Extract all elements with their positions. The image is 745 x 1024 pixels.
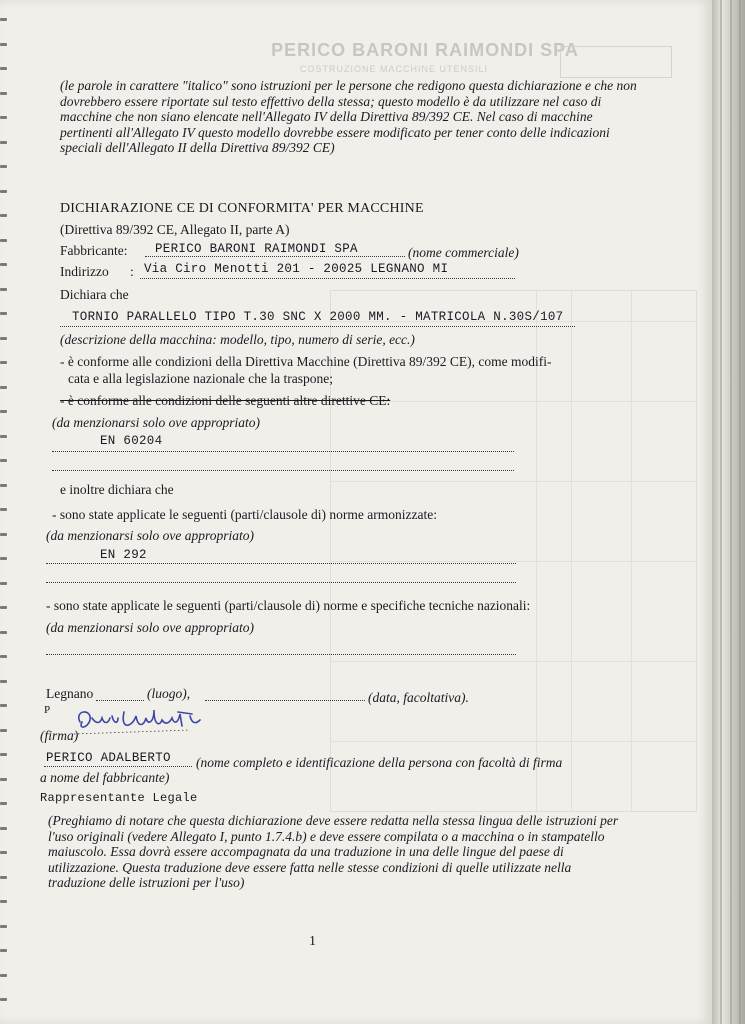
binder-hole-icon: [0, 263, 7, 266]
signatory-hint-2: a nome del fabbricante): [40, 770, 170, 785]
binder-hole-icon: [0, 288, 7, 291]
binder-hole-icon: [0, 459, 7, 462]
signature-prefix: P: [44, 704, 51, 716]
binder-hole-icon: [0, 606, 7, 609]
declaration-title: DICHIARAZIONE CE DI CONFORMITA' PER MACCHINE: [60, 201, 424, 216]
signature-label: (firma): [40, 728, 79, 743]
manufacturer-hint: (nome commerciale): [408, 245, 519, 260]
binder-hole-icon: [0, 165, 7, 168]
harmonized-line: - sono state applicate le seguenti (parti/clausole di) norme armonizzate:: [52, 507, 437, 522]
role-value: Rappresentante Legale: [40, 791, 198, 805]
signatory-line: [44, 766, 192, 767]
binder-hole-icon: [0, 43, 7, 46]
address-label: Indirizzo: [60, 264, 109, 279]
binder-hole-icon: [0, 851, 7, 854]
binder-hole-icon: [0, 802, 7, 805]
signatory-value: PERICO ADALBERTO: [46, 751, 171, 765]
harmonized-value: EN 292: [100, 548, 147, 562]
harmonized-line-2: [46, 582, 516, 583]
binder-hole-icon: [0, 239, 7, 242]
footnote: (Preghiamo di notare che questa dichiarazione deve essere redatta nella stessa lingua delle istruzioni per l'uso originali (vedere Allegato I, punto 1.7.4.b) e deve essere compilata o a macchina o in stampatello maiuscolo. Essa dovrà essere accompagnata da una traduzione in una delle lingue del paese di utilizzazione. Questa traduzione deve essere fatta nelle stesse condizioni di quelle utilizzate nella traduzione delle istruzioni per l'uso): [48, 813, 619, 890]
signature-mark: [70, 700, 220, 740]
binder-hole-icon: [0, 312, 7, 315]
other-directives-struck: - è conforme alle condizioni delle seguenti altre direttive CE:: [60, 393, 391, 408]
address-colon: :: [130, 264, 134, 279]
manufacturer-label: Fabbricante:: [60, 243, 128, 258]
manufacturer-line: [145, 256, 405, 257]
also-declares: e inoltre dichiara che: [60, 482, 174, 497]
directive-line-1: [52, 451, 514, 452]
background-ghost-company: PERICO BARONI RAIMONDI SPA: [271, 40, 579, 60]
signatory-hint-1: (nome completo e identificazione della persona con facoltà di firma: [196, 755, 563, 770]
binder-hole-icon: [0, 900, 7, 903]
binder-hole-icon: [0, 680, 7, 683]
binder-hole-icon: [0, 557, 7, 560]
national-line: - sono state applicate le seguenti (parti/clausole di) norme e specifiche tecniche nazionali:: [46, 598, 531, 613]
intro-note: (le parole in carattere "italico" sono istruzioni per le persone che redigono questa dichiarazione e che non dovrebbero essere riportate sul testo effettivo della stessa; questo modello è da utilizzare nel caso di macchine che non siano elencate nell'Allegato IV della Direttiva 89/392 CE. Nel caso di macchine pertinenti all'Allegato IV questo modello dovrebbe essere modificato per tener conto delle indicazioni speciali dell'Allegato II della Direttiva 89/392 CE): [60, 78, 637, 155]
binder-hole-icon: [0, 67, 7, 70]
binder-hole-icon: [0, 190, 7, 193]
directive-value: EN 60204: [100, 434, 163, 448]
mention-hint-3: (da menzionarsi solo ove appropriato): [46, 620, 254, 635]
binder-hole-icon: [0, 508, 7, 511]
machine-line: [60, 326, 575, 327]
address-value: Via Ciro Menotti 201 - 20025 LEGNANO MI: [144, 262, 449, 276]
binder-hole-icon: [0, 141, 7, 144]
place-hint: (luogo),: [147, 686, 191, 701]
harmonized-line-1: [46, 563, 516, 564]
binder-hole-icon: [0, 827, 7, 830]
binder-hole-icon: [0, 337, 7, 340]
binder-hole-icon: [0, 214, 7, 217]
binder-hole-icon: [0, 949, 7, 952]
conform-line-2: cata e alla legislazione nazionale che la traspone;: [68, 371, 333, 386]
binder-hole-icon: [0, 876, 7, 879]
binder-hole-icon: [0, 998, 7, 1001]
binder-hole-icon: [0, 631, 7, 634]
binder-hole-icon: [0, 410, 7, 413]
date-hint: (data, facoltativa).: [368, 690, 469, 705]
page-number: 1: [309, 934, 316, 949]
binder-holes: [0, 0, 12, 1024]
binder-hole-icon: [0, 435, 7, 438]
machine-value: TORNIO PARALLELO TIPO T.30 SNC X 2000 MM. - MATRICOLA N.30S/107: [72, 310, 564, 324]
mention-hint-1: (da menzionarsi solo ove appropriato): [52, 415, 260, 430]
background-ghost-subtitle: COSTRUZIONE MACCHINE UTENSILI: [300, 64, 489, 74]
binder-hole-icon: [0, 386, 7, 389]
binder-hole-icon: [0, 361, 7, 364]
binder-hole-icon: [0, 704, 7, 707]
binder-hole-icon: [0, 925, 7, 928]
date-line: [205, 700, 365, 701]
binder-hole-icon: [0, 484, 7, 487]
binder-hole-icon: [0, 92, 7, 95]
binder-hole-icon: [0, 18, 7, 21]
binder-hole-icon: [0, 753, 7, 756]
national-line-1: [46, 654, 516, 655]
directive-line-2: [52, 470, 514, 471]
directive-reference: (Direttiva 89/392 CE, Allegato II, parte A): [60, 222, 290, 237]
background-ghost-box: [560, 46, 672, 78]
address-line: [140, 278, 515, 279]
binder-hole-icon: [0, 655, 7, 658]
binder-hole-icon: [0, 582, 7, 585]
binder-hole-icon: [0, 778, 7, 781]
mention-hint-2: (da menzionarsi solo ove appropriato): [46, 528, 254, 543]
place-value: Legnano: [46, 686, 94, 701]
manufacturer-value: PERICO BARONI RAIMONDI SPA: [155, 242, 358, 256]
binder-hole-icon: [0, 116, 7, 119]
binder-hole-icon: [0, 533, 7, 536]
binder-edge: [712, 0, 745, 1024]
conform-line-1: - è conforme alle condizioni della Direttiva Macchine (Direttiva 89/392 CE), come modifi-: [60, 354, 552, 369]
binder-hole-icon: [0, 974, 7, 977]
binder-hole-icon: [0, 729, 7, 732]
declares-label: Dichiara che: [60, 287, 129, 302]
machine-hint: (descrizione della macchina: modello, tipo, numero di serie, ecc.): [60, 332, 415, 347]
